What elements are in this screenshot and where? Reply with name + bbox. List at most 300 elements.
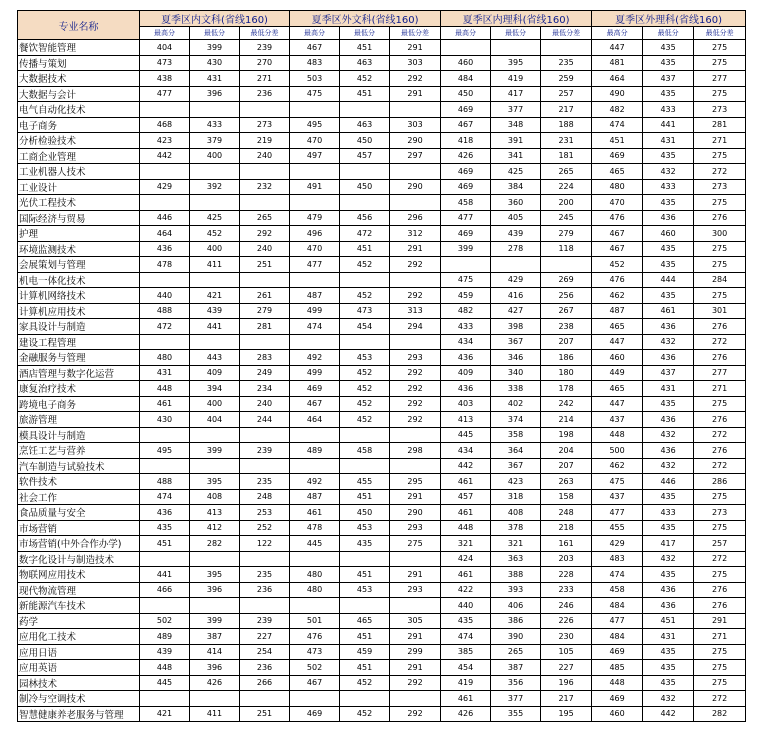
score-cell: 451 (340, 567, 390, 583)
score-cell: 452 (340, 412, 390, 428)
major-name-cell: 汽车制造与试验技术 (18, 458, 140, 474)
score-cell: 404 (140, 40, 190, 56)
major-name-cell: 应用英语 (18, 660, 140, 676)
score-cell: 461 (441, 474, 491, 490)
table-row (18, 536, 746, 552)
score-cell: 427 (491, 303, 541, 319)
score-cell: 489 (290, 443, 340, 459)
score-cell: 293 (390, 582, 441, 598)
score-cell: 272 (694, 427, 746, 443)
major-name-cell: 工商企业管理 (18, 148, 140, 164)
score-cell: 441 (190, 319, 240, 335)
score-cell: 292 (390, 396, 441, 412)
score-cell (290, 272, 340, 288)
score-cell: 444 (643, 272, 694, 288)
score-cell: 450 (340, 179, 390, 195)
score-cell: 461 (441, 691, 491, 707)
score-cell: 495 (140, 443, 190, 459)
score-cell: 413 (190, 505, 240, 521)
score-cell: 358 (491, 427, 541, 443)
score-cell: 470 (592, 195, 643, 211)
table-row (18, 40, 746, 56)
score-cell: 377 (491, 102, 541, 118)
table-row (18, 458, 746, 474)
major-name-cell: 市场营销(中外合作办学) (18, 536, 140, 552)
table-row (18, 210, 746, 226)
score-cell: 292 (390, 675, 441, 691)
score-cell (140, 598, 190, 614)
score-cell: 341 (491, 148, 541, 164)
score-cell: 395 (491, 55, 541, 71)
major-name-cell: 软件技术 (18, 474, 140, 490)
score-cell: 291 (694, 613, 746, 629)
score-cell: 439 (491, 226, 541, 242)
score-cell: 495 (290, 117, 340, 133)
table-row (18, 582, 746, 598)
score-cell: 418 (441, 133, 491, 149)
score-cell: 181 (541, 148, 592, 164)
score-cell (541, 257, 592, 273)
score-cell: 292 (390, 412, 441, 428)
score-cell: 435 (643, 195, 694, 211)
table-row (18, 706, 746, 722)
score-cell: 409 (190, 365, 240, 381)
score-cell: 236 (240, 582, 290, 598)
score-cell: 469 (592, 148, 643, 164)
major-name-cell: 新能源汽车技术 (18, 598, 140, 614)
score-cell: 266 (240, 675, 290, 691)
score-cell: 454 (441, 660, 491, 676)
score-cell: 249 (240, 365, 290, 381)
score-cell: 228 (541, 567, 592, 583)
score-cell: 462 (592, 288, 643, 304)
score-cell: 479 (290, 210, 340, 226)
table-row (18, 396, 746, 412)
score-cell: 396 (190, 660, 240, 676)
score-cell (390, 164, 441, 180)
score-cell: 436 (140, 241, 190, 257)
score-cell: 236 (240, 660, 290, 676)
score-cell: 279 (240, 303, 290, 319)
score-cell: 476 (592, 272, 643, 288)
score-cell: 291 (390, 86, 441, 102)
score-cell: 469 (441, 179, 491, 195)
score-cell: 448 (592, 427, 643, 443)
score-cell: 460 (592, 706, 643, 722)
table-row (18, 489, 746, 505)
score-cell: 399 (190, 40, 240, 56)
score-cell: 435 (643, 520, 694, 536)
score-cell: 446 (140, 210, 190, 226)
score-cell: 469 (290, 706, 340, 722)
score-cell: 460 (643, 226, 694, 242)
score-cell: 281 (694, 117, 746, 133)
table-row (18, 288, 746, 304)
score-cell: 122 (240, 536, 290, 552)
score-cell: 451 (140, 536, 190, 552)
score-cell: 436 (643, 443, 694, 459)
score-cell (240, 164, 290, 180)
score-cell: 291 (390, 567, 441, 583)
score-cell: 491 (290, 179, 340, 195)
score-cell: 235 (240, 567, 290, 583)
score-cell: 385 (441, 644, 491, 660)
major-name-cell: 金融服务与管理 (18, 350, 140, 366)
score-cell: 469 (441, 226, 491, 242)
score-cell: 457 (340, 148, 390, 164)
score-cell: 432 (643, 551, 694, 567)
score-cell: 257 (694, 536, 746, 552)
score-cell: 233 (541, 582, 592, 598)
major-name-cell: 电气自动化技术 (18, 102, 140, 118)
major-name-cell: 社会工作 (18, 489, 140, 505)
table-row (18, 272, 746, 288)
score-cell: 461 (290, 505, 340, 521)
score-cell: 447 (592, 40, 643, 56)
score-cell: 441 (643, 117, 694, 133)
score-cell: 275 (694, 489, 746, 505)
major-name-cell: 计算机应用技术 (18, 303, 140, 319)
score-cell: 235 (240, 474, 290, 490)
score-cell: 105 (541, 644, 592, 660)
score-cell: 484 (592, 629, 643, 645)
score-cell: 452 (340, 706, 390, 722)
score-cell: 458 (592, 582, 643, 598)
score-cell (140, 427, 190, 443)
table-row (18, 520, 746, 536)
score-cell: 436 (441, 381, 491, 397)
score-cell: 395 (190, 474, 240, 490)
score-cell: 492 (290, 474, 340, 490)
score-cell (240, 458, 290, 474)
score-cell (140, 272, 190, 288)
score-cell: 435 (643, 567, 694, 583)
subheader-diff: 最低分差 (240, 27, 290, 40)
score-cell: 207 (541, 458, 592, 474)
score-cell: 313 (390, 303, 441, 319)
score-cell: 272 (694, 458, 746, 474)
score-cell: 196 (541, 675, 592, 691)
score-cell: 378 (491, 520, 541, 536)
table-row (18, 474, 746, 490)
score-cell: 246 (541, 598, 592, 614)
score-cell: 431 (190, 71, 240, 87)
score-cell (491, 257, 541, 273)
table-header (18, 11, 746, 40)
score-cell: 400 (190, 396, 240, 412)
score-cell: 396 (190, 582, 240, 598)
score-cell: 363 (491, 551, 541, 567)
score-cell: 465 (340, 613, 390, 629)
score-cell: 300 (694, 226, 746, 242)
score-cell: 488 (140, 303, 190, 319)
score-cell: 275 (694, 241, 746, 257)
table-row (18, 350, 746, 366)
score-cell (190, 458, 240, 474)
score-cell: 430 (190, 55, 240, 71)
score-cell: 281 (240, 319, 290, 335)
score-cell: 188 (541, 117, 592, 133)
score-cell: 273 (694, 179, 746, 195)
score-cell: 475 (441, 272, 491, 288)
score-cell: 355 (491, 706, 541, 722)
score-cell: 276 (694, 443, 746, 459)
score-cell (390, 691, 441, 707)
score-cell: 452 (340, 396, 390, 412)
table-row (18, 102, 746, 118)
score-cell (290, 598, 340, 614)
score-cell: 275 (694, 288, 746, 304)
score-cell: 200 (541, 195, 592, 211)
score-cell: 467 (290, 396, 340, 412)
score-cell: 265 (491, 644, 541, 660)
score-cell: 423 (491, 474, 541, 490)
score-cell: 292 (390, 381, 441, 397)
score-cell: 379 (190, 133, 240, 149)
score-cell: 451 (340, 660, 390, 676)
score-cell: 436 (643, 412, 694, 428)
major-name-cell: 模具设计与制造 (18, 427, 140, 443)
score-cell: 464 (140, 226, 190, 242)
score-cell: 214 (541, 412, 592, 428)
score-cell: 436 (140, 505, 190, 521)
score-cell (290, 102, 340, 118)
score-cell (240, 334, 290, 350)
score-cell: 435 (140, 520, 190, 536)
score-cell: 447 (592, 396, 643, 412)
major-name-cell: 药学 (18, 613, 140, 629)
score-cell: 439 (190, 303, 240, 319)
score-cell: 502 (140, 613, 190, 629)
score-cell: 318 (491, 489, 541, 505)
score-cell: 230 (541, 629, 592, 645)
score-cell (340, 551, 390, 567)
major-name-cell: 工业机器人技术 (18, 164, 140, 180)
score-cell: 195 (541, 706, 592, 722)
score-cell: 433 (190, 117, 240, 133)
score-cell: 398 (491, 319, 541, 335)
score-cell: 435 (643, 675, 694, 691)
score-cell: 234 (240, 381, 290, 397)
table-row (18, 241, 746, 257)
major-name-cell: 大数据与会计 (18, 86, 140, 102)
score-cell (390, 551, 441, 567)
score-cell: 217 (541, 691, 592, 707)
score-cell: 227 (240, 629, 290, 645)
score-cell: 396 (190, 86, 240, 102)
score-cell (390, 195, 441, 211)
score-cell: 432 (643, 427, 694, 443)
score-cell: 433 (643, 505, 694, 521)
table-row (18, 319, 746, 335)
score-cell (190, 334, 240, 350)
score-cell: 452 (340, 675, 390, 691)
score-cell: 435 (643, 55, 694, 71)
score-cell: 478 (290, 520, 340, 536)
score-cell: 282 (694, 706, 746, 722)
score-cell: 477 (592, 505, 643, 521)
table-row (18, 164, 746, 180)
score-cell: 224 (541, 179, 592, 195)
score-cell: 421 (190, 288, 240, 304)
score-cell: 426 (441, 706, 491, 722)
major-name-cell: 制冷与空调技术 (18, 691, 140, 707)
score-cell: 291 (390, 489, 441, 505)
score-cell (290, 195, 340, 211)
score-cell (240, 691, 290, 707)
score-cell: 453 (340, 350, 390, 366)
table-row (18, 675, 746, 691)
score-cell: 448 (441, 520, 491, 536)
score-cell (541, 40, 592, 56)
score-cell: 284 (694, 272, 746, 288)
major-name-cell: 电子商务 (18, 117, 140, 133)
score-cell: 429 (491, 272, 541, 288)
score-cell: 438 (140, 71, 190, 87)
score-cell (190, 427, 240, 443)
score-cell: 453 (340, 520, 390, 536)
score-cell (390, 598, 441, 614)
score-table-container (17, 10, 767, 722)
score-cell: 406 (491, 598, 541, 614)
score-cell: 461 (140, 396, 190, 412)
score-cell (190, 551, 240, 567)
score-cell (140, 691, 190, 707)
score-cell: 235 (541, 55, 592, 71)
score-cell: 451 (340, 489, 390, 505)
score-cell: 275 (694, 257, 746, 273)
score-cell: 292 (390, 71, 441, 87)
score-cell: 467 (592, 241, 643, 257)
score-cell: 476 (592, 210, 643, 226)
score-cell: 158 (541, 489, 592, 505)
score-cell: 240 (240, 396, 290, 412)
score-cell: 292 (390, 288, 441, 304)
subheader-max: 最高分 (441, 27, 491, 40)
score-cell: 452 (190, 226, 240, 242)
table-row (18, 691, 746, 707)
score-cell: 367 (491, 458, 541, 474)
score-cell: 435 (643, 489, 694, 505)
major-name-cell: 应用化工技术 (18, 629, 140, 645)
score-cell: 477 (140, 86, 190, 102)
score-cell: 499 (290, 303, 340, 319)
score-cell: 421 (140, 706, 190, 722)
score-cell: 435 (441, 613, 491, 629)
table-row (18, 86, 746, 102)
score-cell: 473 (140, 55, 190, 71)
table-row (18, 567, 746, 583)
score-cell: 473 (290, 644, 340, 660)
score-cell: 273 (694, 505, 746, 521)
score-cell: 470 (290, 133, 340, 149)
score-cell: 198 (541, 427, 592, 443)
score-cell: 480 (290, 567, 340, 583)
score-cell: 292 (390, 365, 441, 381)
score-cell: 473 (340, 303, 390, 319)
score-cell: 411 (190, 706, 240, 722)
score-cell (340, 272, 390, 288)
score-cell: 425 (491, 164, 541, 180)
table-row (18, 55, 746, 71)
score-cell: 458 (441, 195, 491, 211)
score-cell (340, 102, 390, 118)
major-name-cell: 园林技术 (18, 675, 140, 691)
table-row (18, 598, 746, 614)
score-cell: 480 (140, 350, 190, 366)
score-cell: 483 (592, 551, 643, 567)
major-name-cell: 大数据技术 (18, 71, 140, 87)
score-cell: 490 (592, 86, 643, 102)
table-row (18, 303, 746, 319)
score-cell: 435 (643, 396, 694, 412)
table-row (18, 381, 746, 397)
score-cell: 468 (140, 117, 190, 133)
score-cell: 488 (140, 474, 190, 490)
major-name-cell: 光伏工程技术 (18, 195, 140, 211)
score-cell: 271 (694, 381, 746, 397)
score-cell: 435 (643, 257, 694, 273)
score-cell: 450 (340, 133, 390, 149)
score-cell: 436 (643, 582, 694, 598)
score-cell: 207 (541, 334, 592, 350)
score-cell: 480 (290, 582, 340, 598)
score-cell: 435 (643, 86, 694, 102)
major-name-cell: 分析检验技术 (18, 133, 140, 149)
score-cell: 277 (694, 365, 746, 381)
score-cell: 482 (441, 303, 491, 319)
table-row (18, 133, 746, 149)
score-cell: 240 (240, 148, 290, 164)
score-cell: 227 (541, 660, 592, 676)
score-cell (240, 427, 290, 443)
major-name-cell: 会展策划与管理 (18, 257, 140, 273)
score-cell: 480 (592, 179, 643, 195)
score-cell: 412 (190, 520, 240, 536)
score-cell: 275 (694, 660, 746, 676)
score-cell: 457 (441, 489, 491, 505)
score-cell: 267 (541, 303, 592, 319)
score-cell (190, 691, 240, 707)
score-cell: 436 (643, 350, 694, 366)
score-cell: 387 (190, 629, 240, 645)
score-cell: 400 (190, 148, 240, 164)
subheader-diff: 最低分差 (694, 27, 746, 40)
major-name-cell: 环境监测技术 (18, 241, 140, 257)
major-name-cell: 物联网应用技术 (18, 567, 140, 583)
score-cell: 422 (441, 582, 491, 598)
score-cell: 293 (390, 350, 441, 366)
score-cell: 275 (390, 536, 441, 552)
score-cell (140, 102, 190, 118)
score-cell: 460 (441, 55, 491, 71)
score-cell: 481 (592, 55, 643, 71)
score-cell: 467 (592, 226, 643, 242)
score-cell: 432 (643, 458, 694, 474)
score-cell: 452 (592, 257, 643, 273)
score-cell: 461 (441, 505, 491, 521)
score-cell: 298 (390, 443, 441, 459)
major-name-cell: 计算机网络技术 (18, 288, 140, 304)
score-cell: 432 (643, 164, 694, 180)
score-cell: 478 (140, 257, 190, 273)
score-cell: 429 (140, 179, 190, 195)
score-cell: 469 (290, 381, 340, 397)
score-cell: 405 (491, 210, 541, 226)
subheader-max: 最高分 (140, 27, 190, 40)
score-cell: 393 (491, 582, 541, 598)
score-cell: 256 (541, 288, 592, 304)
